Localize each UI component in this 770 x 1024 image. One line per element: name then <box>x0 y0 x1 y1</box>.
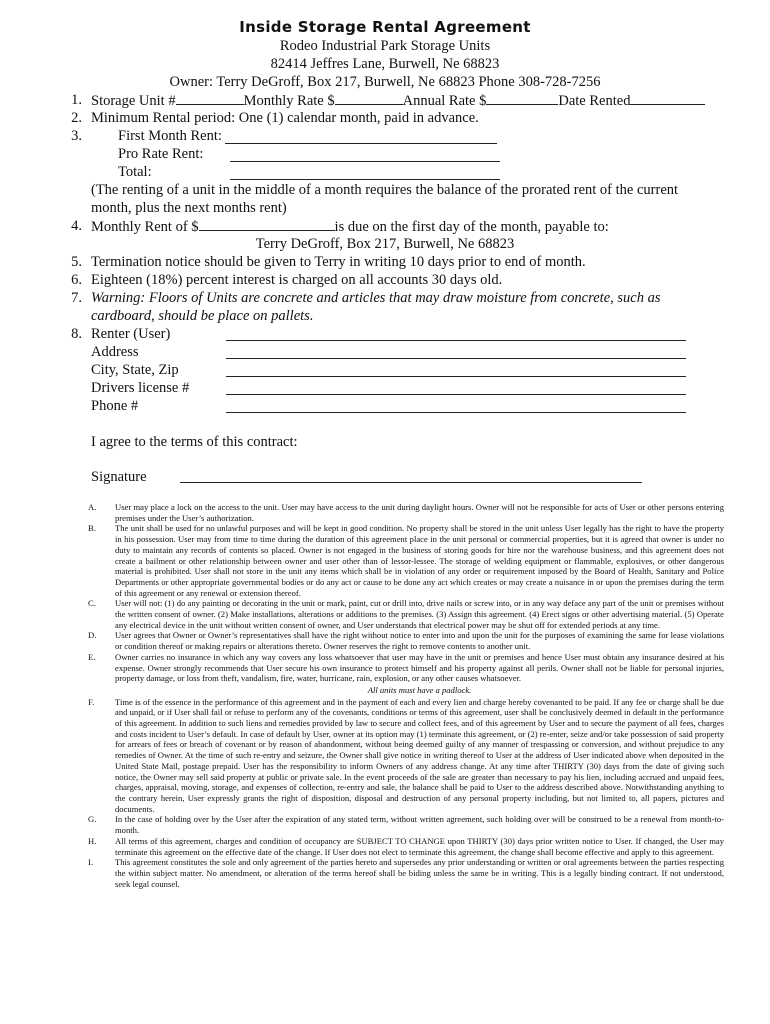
header-line-owner: Owner: Terry DeGroff, Box 217, Burwell, Ne 68823 Phone 308-728-7256 <box>169 74 601 90</box>
term-c <box>88 598 724 630</box>
payable-to-address: Terry DeGroff, Box 217, Burwell, Ne 68823 <box>255 236 515 252</box>
item-number-4: 4. <box>71 218 82 234</box>
drivers-license-field[interactable] <box>226 394 686 395</box>
term-letter: I. <box>88 857 94 868</box>
term-letter: G. <box>88 814 97 825</box>
storage-unit-label: Storage Unit # <box>91 93 176 109</box>
item-number-6: 6. <box>71 272 82 288</box>
term-d <box>88 630 724 651</box>
term-i <box>88 857 724 889</box>
term-letter: C. <box>88 598 96 609</box>
item-number-2: 2. <box>71 110 82 126</box>
term-a <box>88 502 724 523</box>
first-month-rent-label: First Month Rent: <box>118 128 222 144</box>
item-number-3: 3. <box>71 128 82 144</box>
phone-label: Phone # <box>91 398 139 414</box>
annual-rate-field[interactable] <box>486 92 558 105</box>
date-rented-label: Date Rented <box>558 93 631 109</box>
term-text: In the case of holding over by the User after the expiration of any stated term, without written agreement, such holding over will be construed to be a renewal from month-to-month. <box>115 814 724 836</box>
agree-statement: I agree to the terms of this contract: <box>91 434 298 450</box>
termination-notice: Termination notice should be given to Terry in writing 10 days prior to end of month. <box>91 254 586 270</box>
address-label: Address <box>91 344 139 360</box>
item-number-8: 8. <box>71 326 82 342</box>
minimum-rental-period: Minimum Rental period: One (1) calendar month, paid in advance. <box>91 110 479 126</box>
term-text: Time is of the essence in the performance of this agreement and in the payment of each and every lien and charge hereby covenanted to be paid. If any fee or charge shall be due and unpaid, or if User shall fail or refuse to perform any of the covenants, conditions or terms of this agreement, user shall be conclusively deemed in default in the performance of this agreement. In addition to such liens and remedies provided by law to secure and collect fees, and of this agreement by User and to secure the payment of all fees, charges and costs incident to User’s default. In case of default by User, owner at its option may (1) terminate this agreement, or (2) re-enter, seize and/or take possession of said property for arrears of fees or breach of covenant or by reason of abandonment, without being deemed guilty of any manner of trespassing or conversion, and without prejudice to any remedies of Owner. At the time of such re-entry and seizure, the Owner shall give notice in writing thereof to User at the address of User indicated above when deposited in the United State Mail, postage prepaid. User has the responsibility to inform Owners of any address change. At any time after THIRTY (30) days from the date of giving such notice, the Owner may sell said property at public or private sale. In the event proceeds of the sale are greater than necessary to pay his lien, including accrued and unpaid fees, charges, appraisal, moving, storage, and expenses of collection, re-entry and sale, the balance shall be paid to User to the address described above. Notwithstanding anything to the contrary herein, User expressly grants the right of disposition, disposal and destruction of any personal property including, but not limited to, all papers, pictures and documents. <box>115 696 724 814</box>
term-e <box>88 652 724 684</box>
city-state-zip-label: City, State, Zip <box>91 362 179 378</box>
terms-and-conditions <box>88 502 724 889</box>
due-text: is due on the first day of the month, payable to: <box>334 219 609 235</box>
term-text: This agreement constitutes the sole and only agreement of the parties hereto and supersedes any prior understanding or written or oral agreements between the parties respecting the within subject matter. No amendment, or alteration of the terms hereof shall be biding unless the same be in writing. This is a legally binding contract. If not understood, seek legal counsel. <box>115 857 724 889</box>
address-field[interactable] <box>226 358 686 359</box>
term-letter: B. <box>88 523 96 534</box>
total-field[interactable] <box>230 179 500 180</box>
warning-line2: cardboard, should be place on pallets. <box>91 308 314 324</box>
monthly-rent-field[interactable] <box>199 218 335 231</box>
drivers-license-label: Drivers license # <box>91 380 190 396</box>
term-g <box>88 814 724 835</box>
term-text: User may place a lock on the access to the unit. User may have access to the unit during daylight hours. Owner will not be responsible for acts of User or other persons entering premises under the User’s authorization. <box>115 502 724 523</box>
term-text: Owner carries no insurance in which any way covers any loss whatsoever that user may have in the unit or premises and hence User must obtain any insurance desired at his expense. Owner strongly recommends that User secure his own insurance to protect himself and his property against all perils. Owner shall not be liable for personal injuries, property damage, or loss from theft, vandalism, fire, water, hurricane, rain, explosion, or any other causes whatsoever. <box>115 651 724 684</box>
monthly-rent-label: Monthly Rent of $ <box>91 219 199 235</box>
signature-field[interactable] <box>180 482 642 483</box>
storage-unit-field[interactable] <box>176 92 244 105</box>
term-letter: F. <box>88 696 95 707</box>
phone-field[interactable] <box>226 412 686 413</box>
document-title: Inside Storage Rental Agreement <box>239 18 531 36</box>
renter-field[interactable] <box>226 340 686 341</box>
signature-label: Signature <box>91 469 147 485</box>
pro-rate-rent-label: Pro Rate Rent: <box>118 146 204 162</box>
prorate-note-line2: month, plus the next months rent) <box>91 200 287 216</box>
pro-rate-rent-field[interactable] <box>230 161 500 162</box>
date-rented-field[interactable] <box>630 92 705 105</box>
interest-charge: Eighteen (18%) percent interest is charged on all accounts 30 days old. <box>91 272 503 288</box>
term-f <box>88 697 724 815</box>
term-text: All terms of this agreement, charges and condition of occupancy are SUBJECT TO CHANGE upon THIRTY (30) days prior written notice to User. If changed, the User may terminate this agreement on the effective date of the change. If User does not elect to terminate this agreement, the change shall become effective and apply to this agreement. <box>115 835 724 857</box>
monthly-rate-field[interactable] <box>335 92 403 105</box>
city-state-zip-field[interactable] <box>226 376 686 377</box>
term-letter: H. <box>88 835 97 846</box>
first-month-rent-field[interactable] <box>225 143 497 144</box>
total-label: Total: <box>118 164 152 180</box>
renter-label: Renter (User) <box>91 326 171 342</box>
header-line-address: 82414 Jeffres Lane, Burwell, Ne 68823 <box>270 56 500 72</box>
item-1-row <box>91 92 705 110</box>
monthly-rent-row <box>91 218 609 236</box>
item-number-1: 1. <box>71 92 82 108</box>
term-letter: A. <box>88 502 97 512</box>
term-text: The unit shall be used for no unlawful purposes and will be kept in good condition. No property shall be stored in the unit unless User legally has the right to have the property in his possession. User may from time to time during the duration of this agreement place in the unit personal or commercial properties, but it is agreed that owner is under no duty to maintain any records of contents so placed. Owner is not engaged in the business of storing goods for hire nor the warehouse business, and this agreement does not create a bailment or other relationship between owner and user other than of lessor-lessee. The storage of welding equipment or flammable, explosives, or other dangerous material is prohibited. User shall not store in the unit any items which shall be in violation of any order or requirement imposed by the Board of Health, Sanitary and Police Departments or other appropriate governmental bodies or do any act or cause to be done any act which creates or may create a nuisance in or upon the premises during the term of this agreement or any renewal or extension thereof. <box>115 523 724 598</box>
item-number-7: 7. <box>71 290 82 306</box>
term-h <box>88 836 724 857</box>
term-letter: E. <box>88 651 96 662</box>
term-text: User agrees that Owner or Owner’s representatives shall have the right without notice to enter into and upon the unit for the purposes of examining the same for lease violations or condition thereof or making repairs or alterations thereto. Owner reserves the right to remove contents to another unit. <box>115 630 724 652</box>
padlock-note: All units must have a padlock. <box>367 684 472 695</box>
term-letter: D. <box>88 630 97 641</box>
annual-rate-label: Annual Rate $ <box>402 93 487 109</box>
prorate-note-line1: (The renting of a unit in the middle of a month requires the balance of the prorated rent of the current <box>91 182 679 198</box>
term-text: User will not: (1) do any painting or decorating in the unit or mark, paint, cut or drill into, drive nails or screw into, or in any way deface any part of the unit or premises without the written consent of owner. (2) Make installations, alterations or additions to the premises. (3) Assign this agreement. (4) Erect signs or other advertising material. (5) Operate any electrical device in the unit without written consent of owner, and User understands that electrical power may be shut off for extended periods at any time. <box>115 598 724 630</box>
warning-line1: Warning: Floors of Units are concrete and articles that may draw moisture from concrete, such as <box>91 290 661 306</box>
item-number-5: 5. <box>71 254 82 270</box>
header-line-facility: Rodeo Industrial Park Storage Units <box>279 38 491 54</box>
monthly-rate-label: Monthly Rate $ <box>243 93 335 109</box>
term-b <box>88 523 724 598</box>
